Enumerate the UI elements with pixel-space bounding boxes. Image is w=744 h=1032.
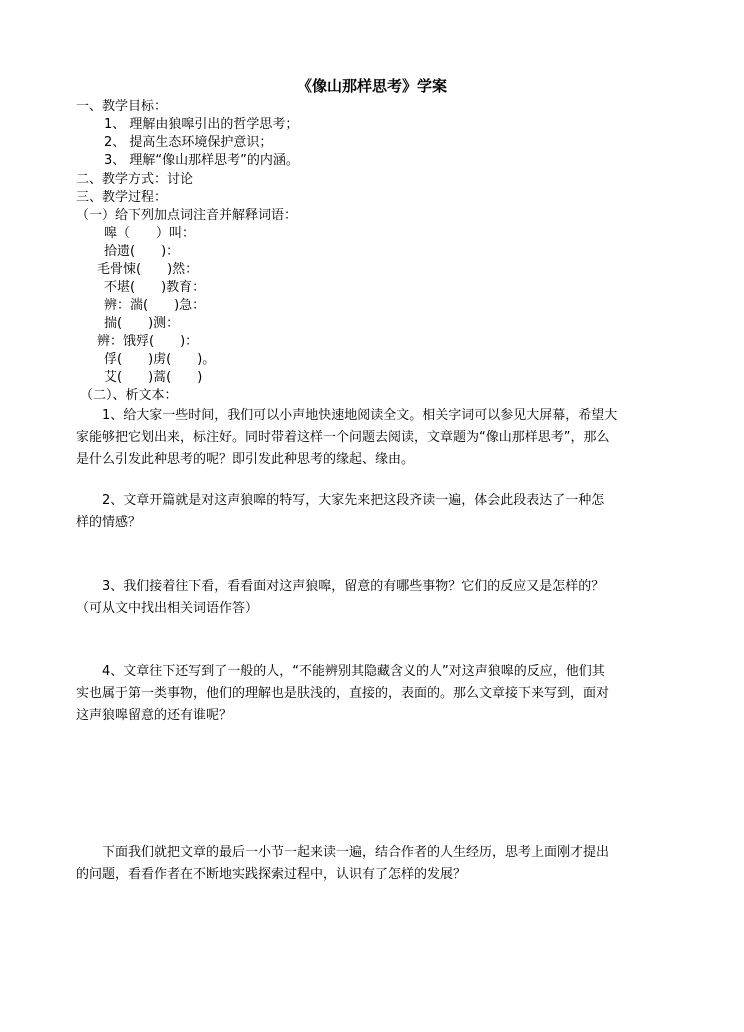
objective-item: 3、 理解“像山那样思考”的内涵。 bbox=[104, 153, 299, 168]
section-heading-method: 二、教学方式：讨论 bbox=[76, 172, 194, 187]
question-paragraph: 2、文章开篇就是对这声狼嗥的特写，大家先来把这段齐读一遍，体会此段表达了一种怎样的情感？ bbox=[76, 493, 605, 530]
vocab-item: 俘( )虏( )。 bbox=[104, 352, 216, 367]
vocab-item: 艾( )蒿( ) bbox=[104, 370, 203, 385]
vocab-item: 辨：饿殍( )： bbox=[97, 334, 199, 349]
part-heading-vocabulary: （一）给下列加点词注音并解释词语： bbox=[76, 208, 298, 223]
vocab-item: 毛骨悚( )然： bbox=[97, 262, 199, 277]
part-heading-analysis: （二）、析文本： bbox=[80, 388, 178, 403]
section-heading-process: 三、教学过程： bbox=[76, 190, 168, 205]
objective-item: 1、 理解由狼嗥引出的哲学思考； bbox=[104, 117, 299, 132]
section-heading-objectives: 一、教学目标： bbox=[76, 99, 168, 114]
question-paragraph: 1、给大家一些时间，我们可以小声地快速地阅读全文。相关字词可以参见大屏幕，希望大家能够把它划出来，标注好。同时带着这样一个问题去阅读，文章题为“像山那样思考”，那么是什么引发此种思考的呢？即引发此种思考的缘起、缘由。 bbox=[76, 408, 618, 467]
objective-item: 2、 提高生态环境保护意识； bbox=[104, 135, 273, 150]
vocab-item: 辨：湍( )急： bbox=[104, 298, 206, 313]
vocab-item: 拾遗( )： bbox=[104, 244, 180, 259]
question-paragraph: 下面我们就把文章的最后一小节一起来读一遍，结合作者的人生经历，思考上面刚才提出的问题，看看作者在不断地实践探索过程中，认识有了怎样的发展？ bbox=[76, 845, 610, 882]
vocab-item: 揣( )测： bbox=[104, 316, 180, 331]
question-paragraph: 3、我们接着往下看，看看面对这声狼嗥，留意的有哪些事物？它们的反应又是怎样的？（可从文中找出相关词语作答） bbox=[76, 579, 605, 616]
page-title: 《像山那样思考》学案 bbox=[296, 77, 447, 95]
question-paragraph: 4、文章往下还写到了一般的人，“不能辨别其隐藏含义的人”对这声狼嗥的反应，他们其实也属于第一类事物，他们的理解也是肤浅的，直接的，表面的。那么文章接下来写到，面对这声狼嗥留意的还有谁呢？ bbox=[76, 664, 610, 723]
vocab-item: 不堪( )教育： bbox=[104, 280, 206, 295]
vocab-item: 嗥（ ）叫： bbox=[104, 226, 196, 241]
